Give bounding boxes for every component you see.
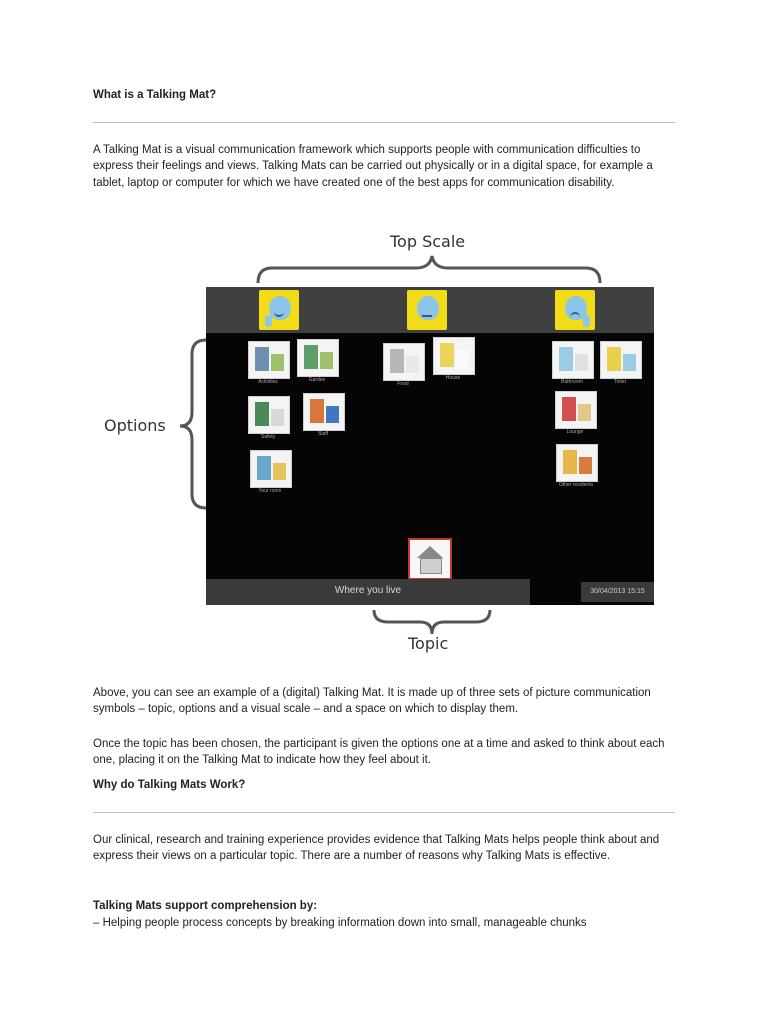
intro-paragraph: A Talking Mat is a visual communication framework which supports people with communication difficulties to express their feelings and views. Talking Mats can be carried out physically or in a digital space, for example a tablet, laptop or computer for which we have created one of the best apps for communication disability. [93,144,653,189]
option-card-your-room[interactable] [250,450,292,488]
options-label: Options [104,416,166,435]
divider [93,812,675,813]
option-caption: Your room [258,488,282,494]
comprehension-subheading: Talking Mats support comprehension by: [93,900,318,912]
mat-topic-text: Where you live [334,585,402,596]
sad-face-icon [555,290,595,330]
topic-brace [374,610,490,634]
unsure-face-icon [407,290,447,330]
top-scale-brace [258,256,600,283]
option-card-garden[interactable] [297,339,339,377]
option-caption: House [445,375,461,381]
option-caption: Bathroom [561,379,583,385]
figure-explanation-paragraph: Above, you can see an example of a (digital) Talking Mat. It is made up of three sets of picture communication symbols – topic, options and a visual scale – and a space on which to display them. [93,687,651,716]
option-card-toilet[interactable] [600,341,642,379]
timestamp: 30/04/2013 15:15 [581,582,654,602]
heading-why-talking-mats-work: Why do Talking Mats Work? [93,779,246,791]
option-caption: Toilet [614,379,626,385]
option-caption: Garden [308,377,326,383]
option-caption: Other residents [558,482,594,488]
options-brace [180,340,206,508]
option-caption: Activities [258,379,278,385]
process-paragraph: Once the topic has been chosen, the participant is given the options one at a time and asked to think about each one, placing it on the Talking Mat to indicate how they feel about it. [93,738,665,767]
bullet-item: – Helping people process concepts by breaking information down into small, manageable chunks [93,917,587,929]
digital-talking-mat [206,287,654,605]
heading-what-is-talking-mat: What is a Talking Mat? [93,89,217,101]
option-caption: Food [397,381,409,387]
option-card-lounge[interactable] [555,391,597,429]
topic-label: Topic [408,634,449,653]
option-card-activities[interactable] [248,341,290,379]
top-scale-label: Top Scale [390,232,466,251]
option-card-other-residents[interactable] [556,444,598,482]
happy-face-icon [259,290,299,330]
option-card-staff[interactable] [303,393,345,431]
evidence-paragraph: Our clinical, research and training experience provides evidence that Talking Mats helps people think about and express their views on a particular topic. There are a number of reasons why Talking Mats is effective. [93,834,660,863]
option-caption: Safety [260,434,276,440]
topic-house-icon[interactable] [408,538,452,580]
option-caption: Staff [317,431,329,437]
option-card-house[interactable] [433,337,475,375]
option-card-safety[interactable] [248,396,290,434]
option-card-food[interactable] [383,343,425,381]
option-card-bathroom[interactable] [552,341,594,379]
option-caption: Lounge [566,429,584,435]
